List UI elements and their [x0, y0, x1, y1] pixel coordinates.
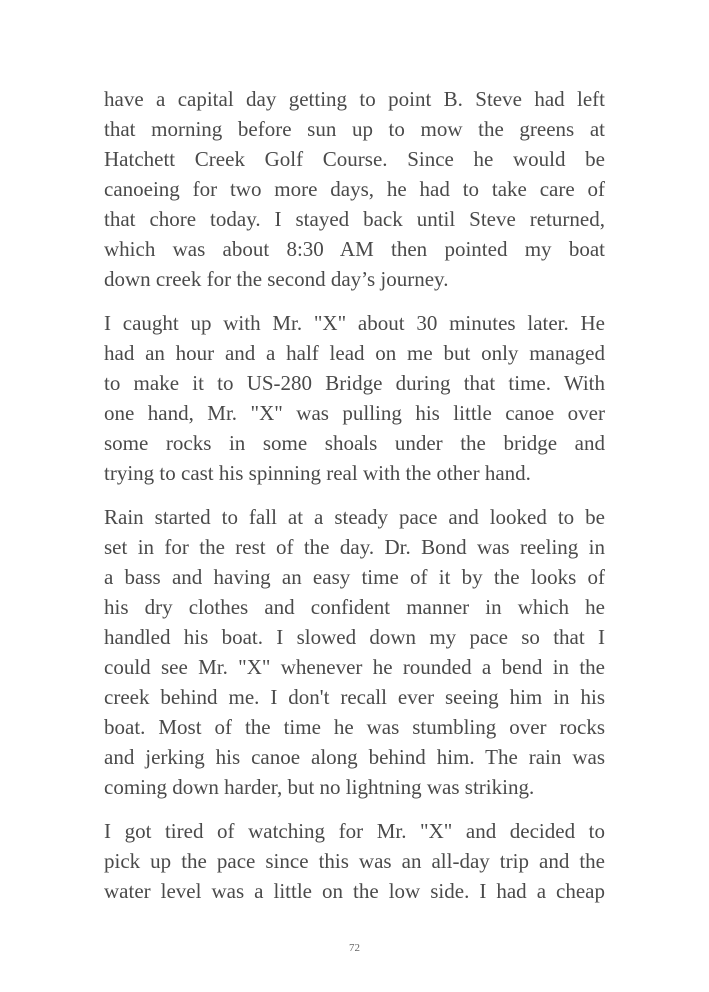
text-line: boat. Most of the time he was stumbling over rocks [104, 715, 605, 739]
text-line: Rain started to fall at a steady pace and looked to be [104, 505, 605, 529]
text-line: which was about 8:30 AM then pointed my boat [104, 237, 605, 261]
text-line: that chore today. I stayed back until Steve returned, [104, 207, 605, 231]
text-line: a bass and having an easy time of it by the looks of [104, 565, 605, 589]
paragraph-2 [104, 308, 605, 488]
page-number: 72 [349, 942, 360, 954]
text-line: to make it to US-280 Bridge during that time. With [104, 371, 605, 395]
text-line: down creek for the second day’s journey. [104, 267, 449, 291]
text-line: his dry clothes and confident manner in which he [104, 595, 605, 619]
text-line: creek behind me. I don't recall ever seeing him in his [104, 685, 605, 709]
text-line: canoeing for two more days, he had to take care of [104, 177, 605, 201]
text-line: trying to cast his spinning real with the other hand. [104, 461, 531, 485]
text-line: I caught up with Mr. "X" about 30 minutes later. He [104, 311, 605, 335]
text-line: handled his boat. I slowed down my pace so that I [104, 625, 605, 649]
text-line: some rocks in some shoals under the bridge and [104, 431, 605, 455]
text-line: set in for the rest of the day. Dr. Bond was reeling in [104, 535, 605, 559]
text-line: had an hour and a half lead on me but only managed [104, 341, 605, 365]
text-line: water level was a little on the low side. I had a cheap [104, 879, 605, 903]
text-line: one hand, Mr. "X" was pulling his little canoe over [104, 401, 605, 425]
text-line: that morning before sun up to mow the greens at [104, 117, 605, 141]
paragraph-1 [104, 84, 605, 294]
text-line: could see Mr. "X" whenever he rounded a bend in the [104, 655, 605, 679]
text-line: Hatchett Creek Golf Course. Since he would be [104, 147, 605, 171]
page-body [104, 84, 605, 906]
paragraph-4 [104, 816, 605, 906]
text-line: pick up the pace since this was an all-day trip and the [104, 849, 605, 873]
paragraph-3 [104, 502, 605, 802]
text-line: and jerking his canoe along behind him. The rain was [104, 745, 605, 769]
text-line: coming down harder, but no lightning was striking. [104, 775, 535, 799]
text-line: have a capital day getting to point B. Steve had left [104, 87, 605, 111]
text-line: I got tired of watching for Mr. "X" and decided to [104, 819, 605, 843]
